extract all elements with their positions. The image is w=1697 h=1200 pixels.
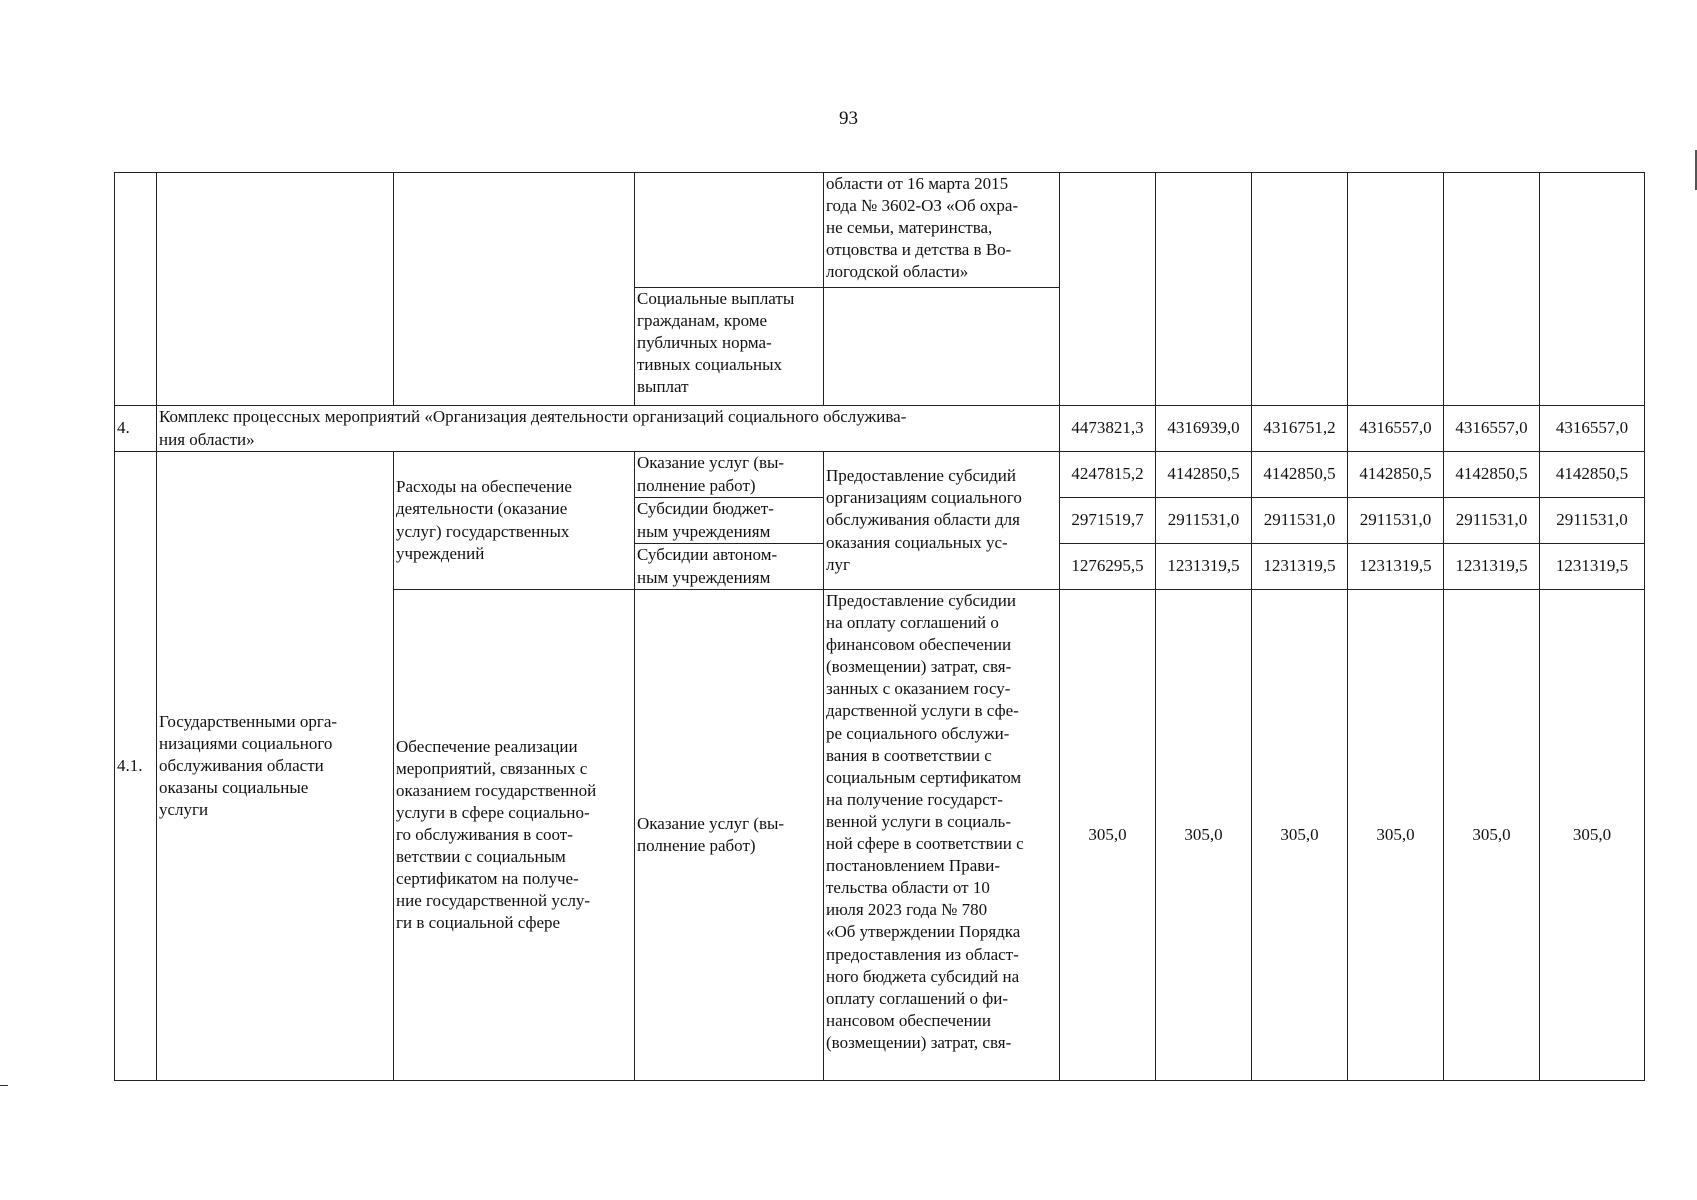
direction-subsidies: Предоставление субсидий организациям социального обслуживания области для оказания социальных ус- луг: [824, 452, 1060, 590]
budget-value-5: 2911531,0: [1444, 498, 1540, 544]
section-4-value-2: 4316939,0: [1156, 406, 1252, 452]
scan-edge-mark: [0, 1085, 8, 1086]
certificate-value-3: 305,0: [1252, 590, 1348, 1081]
section-4-1-result: Государственными орга- низациями социального обслуживания области оказаны социальные услуги: [157, 452, 394, 1081]
legal-basis-text: области от 16 марта 2015 года № 3602-ОЗ «Об охра- не семьи, материнства, отцовства и детства в Во- логодской области»: [824, 173, 1060, 288]
services-value-2: 4142850,5: [1156, 452, 1252, 498]
section-4-row: [115, 406, 1645, 452]
section-4-value-6: 4316557,0: [1540, 406, 1645, 452]
services-value-1: 4247815,2: [1060, 452, 1156, 498]
cell-value: [1060, 173, 1156, 406]
budget-value-6: 2911531,0: [1540, 498, 1645, 544]
expense-type-services-2: Оказание услуг (вы- полнение работ): [635, 590, 824, 1081]
section-4-value-4: 4316557,0: [1348, 406, 1444, 452]
activity-institutions: Расходы на обеспечение деятельности (оказание услуг) государственных учреждений: [394, 452, 635, 590]
cell-expense-type: [635, 173, 824, 288]
certificate-value-1: 305,0: [1060, 590, 1156, 1081]
cell-value: [1444, 173, 1540, 406]
cell-value: [1540, 173, 1645, 406]
autonomous-value-1: 1276295,5: [1060, 544, 1156, 590]
expense-type-budget-institutions: Субсидии бюджет- ным учреждениям: [635, 498, 824, 544]
cell-value: [1348, 173, 1444, 406]
page-number: 93: [839, 108, 858, 129]
cell-number: [115, 173, 157, 406]
section-4-value-5: 4316557,0: [1444, 406, 1540, 452]
services-value-3: 4142850,5: [1252, 452, 1348, 498]
cell-value: [1156, 173, 1252, 406]
certificate-value-4: 305,0: [1348, 590, 1444, 1081]
services-value-6: 4142850,5: [1540, 452, 1645, 498]
cell-activity: [394, 173, 635, 406]
cell-value: [1252, 173, 1348, 406]
direction-certificate-subsidy: Предоставление субсидии на оплату соглашений о финансовом обеспечении (возмещении) затрат, свя- занных с оказанием госу- дарственной услуги в сфе- ре социального обслужи- вания в соответствии с социальным сертификатом на получение государст- венной услуги в социаль- ной сфере в соответствии с постановлением Прави- тельства области от 10 июля 2023 года № 780 «Об утверждении Порядка предоставления из област- ного бюджета субсидий на оплату соглашений о фи- нансовом обеспечении (возмещении) затрат, свя-: [824, 590, 1060, 1081]
budget-table: [114, 172, 1645, 1081]
budget-value-2: 2911531,0: [1156, 498, 1252, 544]
cell-legal-basis: [824, 288, 1060, 406]
budget-value-4: 2911531,0: [1348, 498, 1444, 544]
autonomous-value-4: 1231319,5: [1348, 544, 1444, 590]
section-4-number: 4.: [115, 406, 157, 452]
section-4-1-number: 4.1.: [115, 452, 157, 1081]
services-value-5: 4142850,5: [1444, 452, 1540, 498]
expense-type-social-payments: Социальные выплаты гражданам, кроме публичных норма- тивных социальных выплат: [635, 288, 824, 406]
autonomous-value-2: 1231319,5: [1156, 544, 1252, 590]
section-4-value-1: 4473821,3: [1060, 406, 1156, 452]
activity-social-certificate: Обеспечение реализации мероприятий, связанных с оказанием государственной услуги в сфере социально- го обслуживания в соот- ветствии с социальным сертификатом на получе- ние государственной услу- ги в социальной сфере: [394, 590, 635, 1081]
autonomous-value-5: 1231319,5: [1444, 544, 1540, 590]
certificate-value-5: 305,0: [1444, 590, 1540, 1081]
expense-type-services: Оказание услуг (вы- полнение работ): [635, 452, 824, 498]
certificate-value-2: 305,0: [1156, 590, 1252, 1081]
autonomous-value-6: 1231319,5: [1540, 544, 1645, 590]
table-row: [115, 452, 1645, 498]
section-4-title: Комплекс процессных мероприятий «Организация деятельности организаций социального обслужива- ния области»: [157, 406, 1060, 452]
certificate-value-6: 305,0: [1540, 590, 1645, 1081]
budget-value-3: 2911531,0: [1252, 498, 1348, 544]
table-row: [115, 173, 1645, 288]
budget-value-1: 2971519,7: [1060, 498, 1156, 544]
cell-result: [157, 173, 394, 406]
expense-type-autonomous-institutions: Субсидии автоном- ным учреждениям: [635, 544, 824, 590]
scan-edge-mark: [1691, 150, 1697, 190]
section-4-value-3: 4316751,2: [1252, 406, 1348, 452]
services-value-4: 4142850,5: [1348, 452, 1444, 498]
autonomous-value-3: 1231319,5: [1252, 544, 1348, 590]
